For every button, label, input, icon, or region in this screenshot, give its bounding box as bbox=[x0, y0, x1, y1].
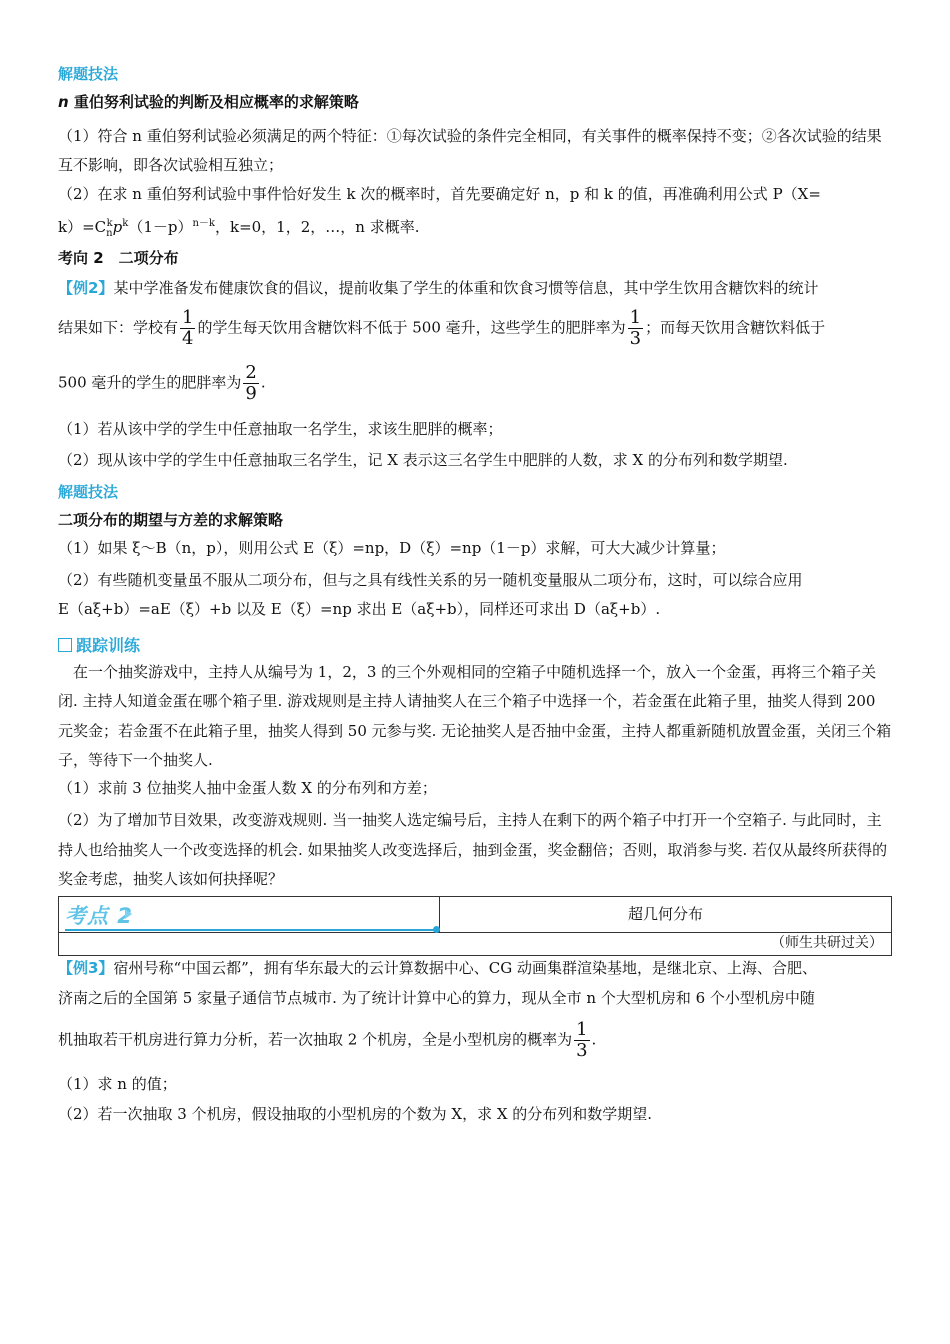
kaodian-2-header bbox=[58, 896, 892, 956]
example-3-tag: 【例3】 bbox=[58, 959, 114, 977]
example-3-question-1: （1）求 n 的值； bbox=[58, 1075, 177, 1093]
technique-1-point-1: （1）符合 n 重伯努利试验必须满足的两个特征：①每次试验的条件完全相同，有关事件的概率保持不变；②各次试验的结果互不影响，即各次试验相互独立； bbox=[58, 127, 882, 174]
example-2-question-2: （2）现从该中学的学生中任意抽取三名学生，记 X 表示这三名学生中肥胖的人数，求 X 的分布列和数学期望. bbox=[58, 451, 788, 469]
kaodian-badge: 考点 2 bbox=[65, 904, 133, 928]
underline-decoration bbox=[65, 929, 437, 931]
kaoxiang-2-title: 考向 2 二项分布 bbox=[58, 249, 179, 267]
track-training-question-2: （2）为了增加节目效果，改变游戏规则. 当一抽奖人选定编号后，主持人在剩下的两个箱子中打开一个空箱子. 与此同时，主持人也给抽奖人一个改变选择的机会. 如果抽奖人改变选择后，抽到金蛋，奖金翻倍；否则，取消参与奖. 若仅从最终所获得的奖金考虑，抽奖人该如何抉择呢？ bbox=[58, 811, 888, 888]
example-3-line-3: 机抽取若干机房进行算力分析，若一次抽取 2 个机房，全是小型机房的概率为 $\frac{1}{3}$ . bbox=[58, 1019, 597, 1061]
example-2-line-3: 500 毫升的学生的肥胖率为 $\frac{2}{9}$ . bbox=[58, 362, 266, 404]
track-training-heading: 跟踪训练 bbox=[58, 634, 892, 658]
track-training-paragraph: 在一个抽奖游戏中，主持人从编号为 1，2，3 的三个外观相同的空箱子中随机选择一个，放入一个金蛋，再将三个箱子关闭. 主持人知道金蛋在哪个箱子里. 游戏规则是主持人请抽奖人在三个箱子中选择一个，若金蛋在此箱子里，抽奖人得到 200 元奖金；若金蛋不在此箱子里，抽奖人得到 50 元参与奖. 无论抽奖人是否抽中金蛋，主持人都重新随机放置金蛋，关闭三个箱子，等待下一个抽奖人. bbox=[58, 663, 892, 769]
technique-1-point-2: （2）在求 n 重伯努利试验中事件恰好发生 k 次的概率时，首先要确定好 n，p 和 k 的值，再准确利用公式 P（X= $k)=C_n^kp^k(1-p)^{n-k}$，k=0，1，2，…，n 求概率. bbox=[58, 185, 821, 239]
fraction-1-3-b: $\frac{1}{3}$ bbox=[576, 1019, 588, 1061]
technique-heading-2: 解题技法 bbox=[58, 483, 119, 501]
example-2-tag: 【例2】 bbox=[58, 279, 114, 297]
example-2-line-1: 【例2】某中学准备发布健康饮食的倡议，提前收集了学生的体重和饮食习惯等信息，其中学生饮用含糖饮料的统计 bbox=[58, 279, 819, 297]
kaodian-title: 超几何分布 bbox=[627, 905, 703, 923]
example-3-question-2: （2）若一次抽取 3 个机房，假设抽取的小型机房的个数为 X，求 X 的分布列和数学期望. bbox=[58, 1105, 653, 1123]
technique-2-point-2: （2）有些随机变量虽不服从二项分布，但与之具有线性关系的另一随机变量服从二项分布，这时，可以综合应用 E（aξ+b）=aE（ξ）+b 以及 E（ξ）=np 求出 E（aξ+b），同样还可求出 D（aξ+b）. bbox=[58, 571, 803, 618]
fraction-1-3: $\frac{1}{3}$ bbox=[629, 307, 642, 349]
technique-title-1: n 重伯努利试验的判断及相应概率的求解策略 bbox=[58, 93, 359, 111]
example-3-line-2: 济南之后的全国第 5 家量子通信节点城市. 为了统计计算中心的算力，现从全市 n 个大型机房和 6 个小型机房中随 bbox=[58, 989, 815, 1007]
example-2-line-2: 结果如下：学校有 $\frac{1}{4}$ 的学生每天饮用含糖饮料不低于 500 毫升，这些学生的肥胖率为 $\frac{1}{3}$ ；而每天饮用含糖饮料低于 bbox=[58, 307, 826, 349]
checkbox-icon bbox=[58, 638, 72, 652]
technique-title-1-text: 重伯努利试验的判断及相应概率的求解策略 bbox=[73, 93, 359, 111]
fraction-1-4: $\frac{1}{4}$ bbox=[182, 307, 194, 349]
kaodian-note: （师生共研过关） bbox=[771, 935, 883, 951]
example-3-line-1: 【例3】宿州号称“中国云都”，拥有华东最大的云计算数据中心、CG 动画集群渲染基地，是继北京、上海、合肥、 bbox=[58, 959, 818, 977]
example-2-question-1: （1）若从该中学的学生中任意抽取一名学生，求该生肥胖的概率； bbox=[58, 420, 503, 438]
technique-heading-1: 解题技法 bbox=[58, 65, 119, 83]
track-training-question-1: （1）求前 3 位抽奖人抽中金蛋人数 X 的分布列和方差； bbox=[58, 779, 437, 797]
play-arrow-icon bbox=[125, 909, 132, 919]
technique-2-point-1: （1）如果 ξ～B（n，p），则用公式 E（ξ）=np，D（ξ）=np（1－p）求解，可大大减少计算量； bbox=[58, 539, 726, 557]
technique-title-2: 二项分布的期望与方差的求解策略 bbox=[58, 511, 284, 529]
fraction-2-9: $\frac{2}{9}$ bbox=[245, 362, 257, 404]
